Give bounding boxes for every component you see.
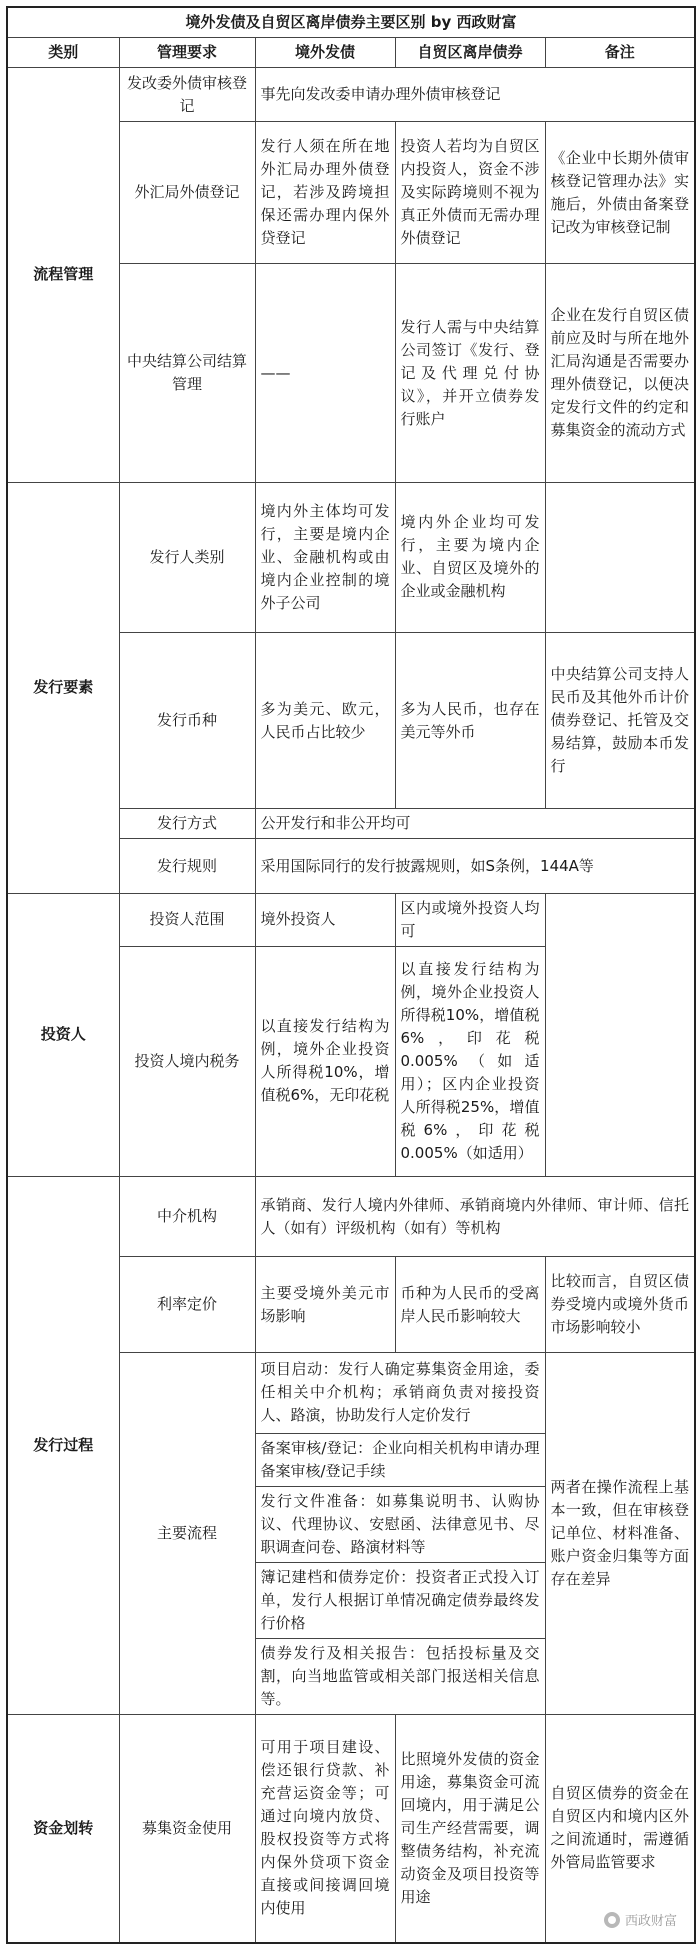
table-row bbox=[7, 893, 695, 946]
usage-offshore: 可用于项目建设、偿还银行贷款、补充营运资金等；可通过向境内放贷、股权投资等方式将内保外贷项下资金直接或间接调回境内使用 bbox=[255, 1714, 395, 1943]
issuer-type-offshore: 境内外主体均可发行，主要是境内企业、金融机构或由境内企业控制的境外子公司 bbox=[255, 482, 395, 632]
currency-ftz: 多为人民币，也存在美元等外币 bbox=[395, 633, 545, 809]
usage-ftz: 比照境外发债的资金用途，募集资金可流回境内，用于满足公司生产经营需要，调整债务结构，补充流动资金及项目投资等用途 bbox=[395, 1714, 545, 1943]
requirement-rules: 发行规则 bbox=[119, 839, 255, 893]
requirement-safe: 外汇局外债登记 bbox=[119, 122, 255, 264]
table-row bbox=[7, 482, 695, 632]
workflow-step: 簿记建档和债券定价：投资者正式投入订单，发行人根据订单情况确定债券最终发行价格 bbox=[255, 1562, 545, 1638]
workflow-step: 项目启动：发行人确定募集资金用途，委任相关中介机构；承销商负责对接投资人、路演，协助发行人定价发行 bbox=[255, 1353, 545, 1433]
issuer-type-ftz: 境内外企业均可发行，主要为境内企业、自贸区及境外的企业或金融机构 bbox=[395, 482, 545, 632]
pricing-offshore: 主要受境外美元市场影响 bbox=[255, 1257, 395, 1353]
category-issuance: 发行要素 bbox=[7, 482, 119, 893]
requirement-ndrc: 发改委外债审核登记 bbox=[119, 68, 255, 122]
ccdc-offshore: —— bbox=[255, 264, 395, 482]
requirement-investor-scope: 投资人范围 bbox=[119, 893, 255, 946]
ccdc-remarks: 企业在发行自贸区债前应及时与所在地外汇局沟通是否需要办理外债登记，以便决定发行文件的约定和募集资金的流动方式 bbox=[545, 264, 695, 482]
workflow-step: 备案审核/登记：企业向相关机构申请办理备案审核/登记手续 bbox=[255, 1433, 545, 1486]
usage-remarks: 自贸区债券的资金在自贸区内和境内区外之间流通时，需遵循外管局监管要求 bbox=[545, 1714, 695, 1943]
workflow-remarks: 两者在操作流程上基本一致，但在审核登记单位、材料准备、账户资金归集等方面存在差异 bbox=[545, 1353, 695, 1715]
pricing-remarks: 比较而言，自贸区债券受境内或境外货币市场影响较小 bbox=[545, 1257, 695, 1353]
table-title: 境外发债及自贸区离岸债券主要区别 by 西政财富 bbox=[7, 7, 695, 38]
table-row bbox=[7, 1714, 695, 1943]
intermediary-content: 承销商、发行人境内外律师、承销商境内外律师、审计师、信托人（如有）评级机构（如有）等机构 bbox=[255, 1177, 695, 1257]
investor-tax-offshore: 以直接发行结构为例，境外企业投资人所得税10%，增值税6%，无印花税 bbox=[255, 946, 395, 1176]
workflow-step: 债券发行及相关报告：包括投标量及交割，向当地监管或相关部门报送相关信息等。 bbox=[255, 1638, 545, 1714]
header-category: 类别 bbox=[7, 38, 119, 68]
requirement-usage: 募集资金使用 bbox=[119, 1714, 255, 1943]
category-investor: 投资人 bbox=[7, 893, 119, 1177]
workflow-step: 发行文件准备：如募集说明书、认购协议、代理协议、安慰函、法律意见书、尽职调查问卷、路演材料等 bbox=[255, 1486, 545, 1562]
requirement-issuer-type: 发行人类别 bbox=[119, 482, 255, 632]
header-remarks: 备注 bbox=[545, 38, 695, 68]
table-row bbox=[7, 68, 695, 122]
comparison-table bbox=[6, 6, 696, 1944]
document bbox=[6, 6, 694, 1944]
investor-tax-ftz: 以直接发行结构为例，境外企业投资人所得税10%，增值税6%，印花税0.005%（如适用）；区内企业投资人所得税25%，增值税6%，印花税0.005%（如适用） bbox=[395, 946, 545, 1176]
category-process: 流程管理 bbox=[7, 68, 119, 483]
ndrc-content: 事先向发改委申请办理外债审核登记 bbox=[255, 68, 695, 122]
requirement-currency: 发行币种 bbox=[119, 633, 255, 809]
category-funds: 资金划转 bbox=[7, 1714, 119, 1943]
wechat-logo-icon bbox=[604, 1912, 620, 1928]
safe-ftz: 投资人若均为自贸区内投资人，资金不涉及实际跨境则不视为真正外债而无需办理外债登记 bbox=[395, 122, 545, 264]
investor-remarks-empty bbox=[545, 893, 695, 1177]
currency-remarks: 中央结算公司支持人民币及其他外币计价债券登记、托管及交易结算，鼓励本币发行 bbox=[545, 633, 695, 809]
safe-offshore: 发行人须在所在地外汇局办理外债登记，若涉及跨境担保还需办理内保外贷登记 bbox=[255, 122, 395, 264]
header-requirement: 管理要求 bbox=[119, 38, 255, 68]
header-ftz: 自贸区离岸债券 bbox=[395, 38, 545, 68]
requirement-investor-tax: 投资人境内税务 bbox=[119, 946, 255, 1176]
investor-scope-ftz: 区内或境外投资人均可 bbox=[395, 893, 545, 946]
requirement-workflow: 主要流程 bbox=[119, 1353, 255, 1715]
ccdc-ftz: 发行人需与中央结算公司签订《发行、登记及代理兑付协议》，并开立债券发行账户 bbox=[395, 264, 545, 482]
method-content: 公开发行和非公开均可 bbox=[255, 809, 695, 839]
requirement-intermediary: 中介机构 bbox=[119, 1177, 255, 1257]
watermark-text: 西政财富 bbox=[624, 1914, 677, 1929]
safe-remarks: 《企业中长期外债审核登记管理办法》实施后，外债由备案登记改为审核登记制 bbox=[545, 122, 695, 264]
requirement-method: 发行方式 bbox=[119, 809, 255, 839]
header-row bbox=[7, 38, 695, 68]
issuer-type-remarks bbox=[545, 482, 695, 632]
requirement-pricing: 利率定价 bbox=[119, 1257, 255, 1353]
investor-scope-offshore: 境外投资人 bbox=[255, 893, 395, 946]
rules-content: 采用国际同行的发行披露规则，如S条例，144A等 bbox=[255, 839, 695, 893]
requirement-ccdc: 中央结算公司结算管理 bbox=[119, 264, 255, 482]
header-offshore: 境外发债 bbox=[255, 38, 395, 68]
watermark bbox=[601, 1909, 680, 1930]
table-row bbox=[7, 1177, 695, 1257]
pricing-ftz: 币种为人民币的受离岸人民币影响较大 bbox=[395, 1257, 545, 1353]
category-procedure: 发行过程 bbox=[7, 1177, 119, 1715]
currency-offshore: 多为美元、欧元，人民币占比较少 bbox=[255, 633, 395, 809]
